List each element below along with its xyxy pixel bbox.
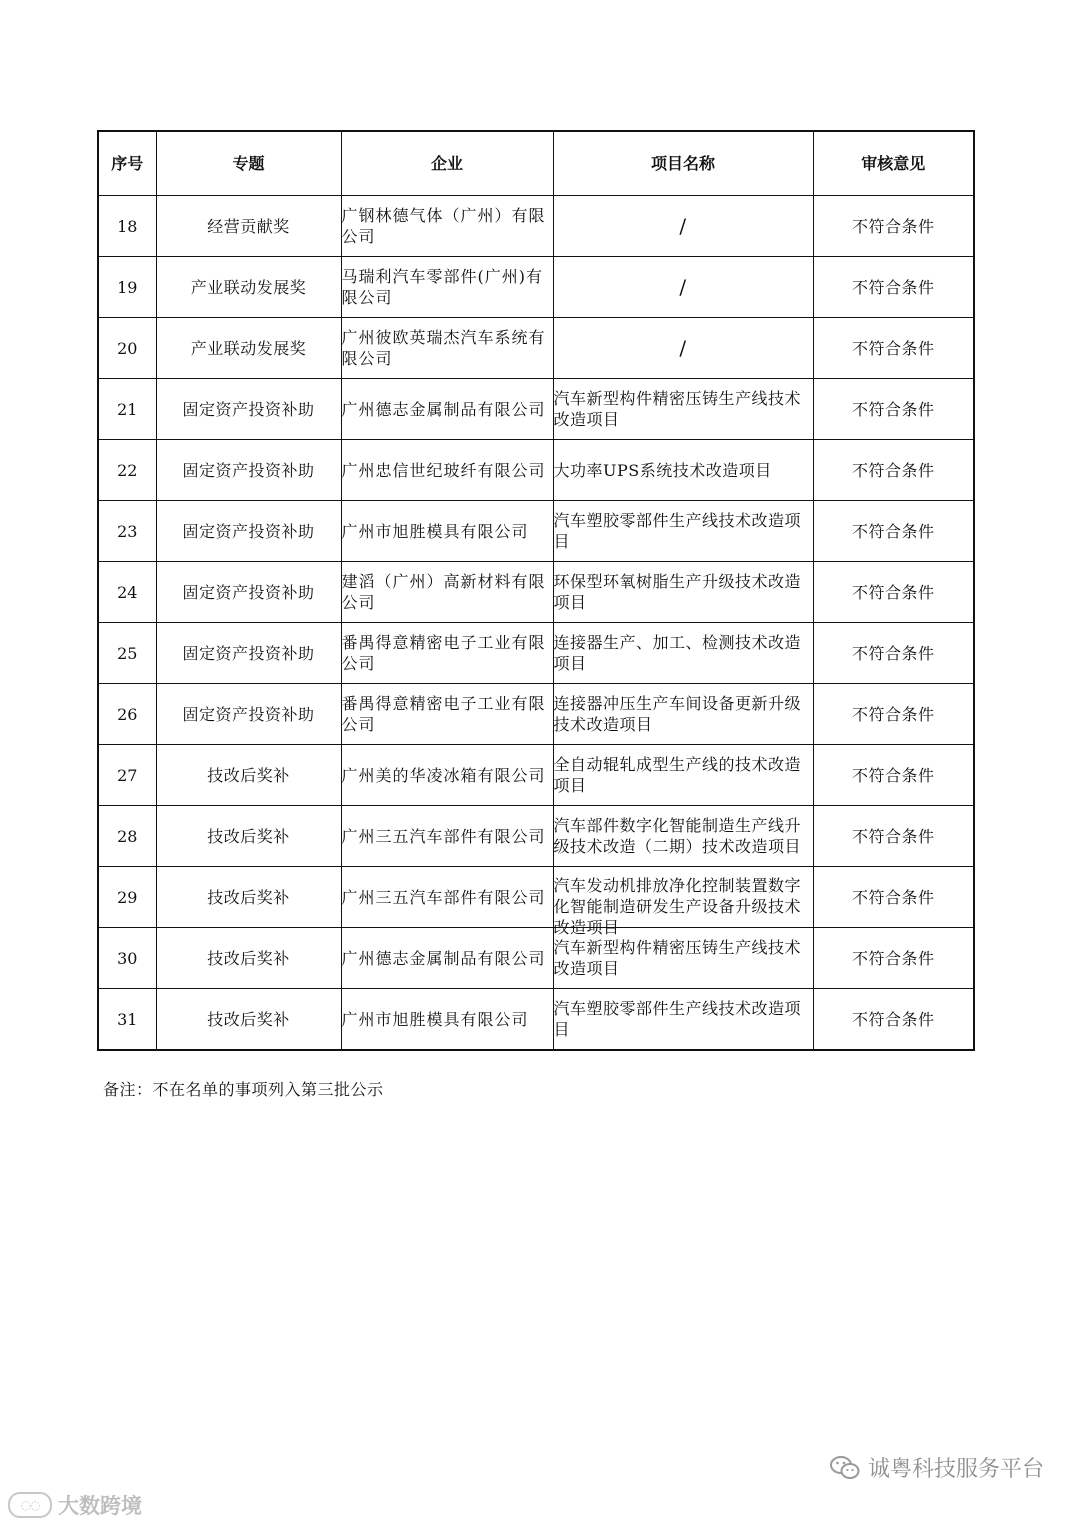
cell-project-text: 汽车塑胶零部件生产线技术改造项目 <box>553 999 802 1039</box>
cell-opinion-text: 不符合条件 <box>851 704 935 724</box>
header-topic: 专题 <box>156 131 341 196</box>
cell-company-text: 番禺得意精密电子工业有限公司 <box>341 694 546 734</box>
cell-company <box>341 989 553 1051</box>
cell-topic <box>156 562 341 623</box>
cell-opinion-text: 不符合条件 <box>851 1009 935 1029</box>
cell-no <box>98 501 156 562</box>
cell-project-text: 连接器冲压生产车间设备更新升级技术改造项目 <box>553 694 802 734</box>
cell-company-text: 广钢林德气体（广州）有限公司 <box>341 206 546 246</box>
cell-no-text: 20 <box>117 338 138 358</box>
cell-opinion-text: 不符合条件 <box>851 582 935 602</box>
wechat-icon <box>830 1455 860 1481</box>
cell-no <box>98 989 156 1051</box>
cell-project-text: 环保型环氧树脂生产升级技术改造项目 <box>553 572 802 612</box>
footnote: 备注：不在名单的事项列入第三批公示 <box>103 1080 384 1099</box>
cell-project <box>553 928 813 989</box>
table-row <box>98 318 974 379</box>
cell-topic <box>156 318 341 379</box>
cell-company <box>341 623 553 684</box>
cell-no-text: 27 <box>117 765 138 785</box>
cell-no-text: 31 <box>117 1009 138 1029</box>
cell-project <box>553 257 813 318</box>
cell-topic-text: 产业联动发展奖 <box>190 338 307 358</box>
cell-company <box>341 196 553 257</box>
cell-no-text: 26 <box>117 704 138 724</box>
cell-topic-text: 技改后奖补 <box>207 826 290 846</box>
cell-topic-text: 技改后奖补 <box>207 765 290 785</box>
cell-project-text: 汽车新型构件精密压铸生产线技术改造项目 <box>553 389 802 429</box>
table-row <box>98 440 974 501</box>
cell-no <box>98 196 156 257</box>
watermark-right <box>830 1452 1044 1483</box>
cell-opinion <box>813 562 974 623</box>
cell-no-text: 22 <box>117 460 138 480</box>
cell-project <box>553 318 813 379</box>
cell-project <box>553 623 813 684</box>
cell-company <box>341 867 553 928</box>
cell-project <box>553 440 813 501</box>
cell-project <box>553 867 813 937</box>
cell-opinion <box>813 379 974 440</box>
cell-project-text: 汽车部件数字化智能制造生产线升级技术改造（二期）技术改造项目 <box>553 816 802 856</box>
cell-company <box>341 928 553 989</box>
cell-project <box>553 806 813 867</box>
cell-project-text: 连接器生产、加工、检测技术改造项目 <box>553 633 802 673</box>
header-company: 企业 <box>341 131 553 196</box>
table-row <box>98 745 974 806</box>
table-row <box>98 501 974 562</box>
cell-opinion <box>813 928 974 989</box>
cell-no-text: 24 <box>117 582 138 602</box>
cell-topic <box>156 867 341 928</box>
header-opinion: 审核意见 <box>813 131 974 196</box>
cell-no <box>98 867 156 928</box>
cell-opinion-text: 不符合条件 <box>851 399 935 419</box>
cell-no <box>98 440 156 501</box>
cell-project-text: 汽车发动机排放净化控制装置数字化智能制造研发生产设备升级技术改造项目 <box>553 876 802 937</box>
table-row <box>98 806 974 867</box>
cell-company <box>341 684 553 745</box>
cell-topic-text: 经营贡献奖 <box>207 216 290 236</box>
table-header-row <box>98 131 974 196</box>
cell-topic <box>156 806 341 867</box>
cell-company-text: 番禺得意精密电子工业有限公司 <box>341 633 546 673</box>
cell-company-text: 广州彼欧英瑞杰汽车系统有限公司 <box>341 328 546 368</box>
cell-project-text: 全自动辊轧成型生产线的技术改造项目 <box>553 755 802 795</box>
cell-no <box>98 379 156 440</box>
cell-project-text: 汽车塑胶零部件生产线技术改造项目 <box>553 511 802 551</box>
cell-topic-text: 技改后奖补 <box>207 948 290 968</box>
cell-company <box>341 318 553 379</box>
cell-opinion-text: 不符合条件 <box>851 887 935 907</box>
cell-project <box>553 196 813 257</box>
cell-project-text: / <box>679 213 687 238</box>
cell-no-text: 30 <box>117 948 138 968</box>
cell-company-text: 广州三五汽车部件有限公司 <box>341 826 546 846</box>
cell-topic-text: 固定资产投资补助 <box>182 704 315 724</box>
cell-opinion <box>813 623 974 684</box>
cell-project <box>553 562 813 623</box>
cell-topic <box>156 745 341 806</box>
cell-topic <box>156 989 341 1051</box>
cell-project-text: 大功率UPS系统技术改造项目 <box>553 460 772 480</box>
cell-company <box>341 562 553 623</box>
cell-project-text: 汽车新型构件精密压铸生产线技术改造项目 <box>553 938 802 978</box>
watermark-left-text: 大数跨境 <box>58 1494 142 1518</box>
cell-topic-text: 固定资产投资补助 <box>182 582 315 602</box>
cell-opinion <box>813 806 974 867</box>
table-row <box>98 196 974 257</box>
cell-project-text: / <box>679 274 687 299</box>
cell-project <box>553 745 813 806</box>
table-row <box>98 684 974 745</box>
watermark-logo-icon: ◌◌ <box>8 1492 52 1518</box>
cell-topic <box>156 196 341 257</box>
table-row <box>98 928 974 989</box>
cell-topic-text: 固定资产投资补助 <box>182 643 315 663</box>
cell-project <box>553 989 813 1051</box>
cell-company-text: 广州市旭胜模具有限公司 <box>341 521 529 541</box>
table-row <box>98 562 974 623</box>
cell-company <box>341 440 553 501</box>
cell-company <box>341 501 553 562</box>
cell-no-text: 25 <box>117 643 138 663</box>
cell-topic-text: 固定资产投资补助 <box>182 399 315 419</box>
cell-opinion-text: 不符合条件 <box>851 216 935 236</box>
cell-no-text: 28 <box>117 826 138 846</box>
cell-company <box>341 257 553 318</box>
cell-opinion <box>813 501 974 562</box>
cell-opinion <box>813 745 974 806</box>
cell-no <box>98 562 156 623</box>
cell-company-text: 广州市旭胜模具有限公司 <box>341 1009 529 1029</box>
cell-project-text: / <box>679 335 687 360</box>
cell-topic-text: 技改后奖补 <box>207 1009 290 1029</box>
cell-no <box>98 745 156 806</box>
cell-opinion-text: 不符合条件 <box>851 826 935 846</box>
cell-opinion-text: 不符合条件 <box>851 521 935 541</box>
cell-opinion <box>813 318 974 379</box>
cell-opinion <box>813 684 974 745</box>
cell-company-text: 马瑞利汽车零部件(广州)有限公司 <box>341 267 543 307</box>
cell-topic <box>156 684 341 745</box>
cell-topic <box>156 257 341 318</box>
cell-no-text: 19 <box>117 277 138 297</box>
cell-opinion-text: 不符合条件 <box>851 765 935 785</box>
cell-topic-text: 技改后奖补 <box>207 887 290 907</box>
cell-no <box>98 928 156 989</box>
cell-opinion <box>813 196 974 257</box>
cell-company <box>341 745 553 806</box>
table-row <box>98 989 974 1051</box>
header-no: 序号 <box>98 131 156 196</box>
cell-company-text: 建滔（广州）高新材料有限公司 <box>341 572 546 612</box>
cell-opinion-text: 不符合条件 <box>851 277 935 297</box>
cell-no-text: 23 <box>117 521 138 541</box>
cell-no-text: 29 <box>117 887 138 907</box>
cell-opinion-text: 不符合条件 <box>851 338 935 358</box>
cell-topic-text: 固定资产投资补助 <box>182 460 315 480</box>
cell-no <box>98 318 156 379</box>
cell-project <box>553 379 813 440</box>
cell-topic <box>156 623 341 684</box>
cell-opinion-text: 不符合条件 <box>851 948 935 968</box>
cell-company-text: 广州三五汽车部件有限公司 <box>341 887 546 907</box>
cell-company-text: 广州美的华凌冰箱有限公司 <box>341 765 546 785</box>
cell-no-text: 18 <box>117 216 138 236</box>
watermark-right-text: 诚粤科技服务平台 <box>867 1457 1044 1482</box>
cell-opinion-text: 不符合条件 <box>851 460 935 480</box>
cell-opinion <box>813 867 974 928</box>
cell-company <box>341 379 553 440</box>
cell-no-text: 21 <box>117 399 138 419</box>
cell-opinion <box>813 257 974 318</box>
cell-opinion <box>813 440 974 501</box>
table-body <box>98 196 974 1051</box>
cell-company-text: 广州德志金属制品有限公司 <box>341 948 546 968</box>
cell-topic <box>156 379 341 440</box>
cell-project <box>553 684 813 745</box>
cell-topic <box>156 928 341 989</box>
cell-project <box>553 501 813 562</box>
cell-no <box>98 257 156 318</box>
table-row <box>98 379 974 440</box>
cell-company <box>341 806 553 867</box>
cell-company-text: 广州德志金属制品有限公司 <box>341 399 546 419</box>
cell-topic <box>156 440 341 501</box>
cell-no <box>98 684 156 745</box>
cell-topic-text: 固定资产投资补助 <box>182 521 315 541</box>
cell-opinion-text: 不符合条件 <box>851 643 935 663</box>
cell-topic <box>156 501 341 562</box>
table-row <box>98 867 974 928</box>
cell-topic-text: 产业联动发展奖 <box>190 277 307 297</box>
review-table <box>97 130 975 1051</box>
header-project: 项目名称 <box>553 131 813 196</box>
table-row <box>98 623 974 684</box>
cell-no <box>98 806 156 867</box>
cell-company-text: 广州忠信世纪玻纤有限公司 <box>341 460 546 480</box>
cell-no <box>98 623 156 684</box>
cell-opinion <box>813 989 974 1051</box>
table-row <box>98 257 974 318</box>
watermark-left <box>8 1490 142 1520</box>
